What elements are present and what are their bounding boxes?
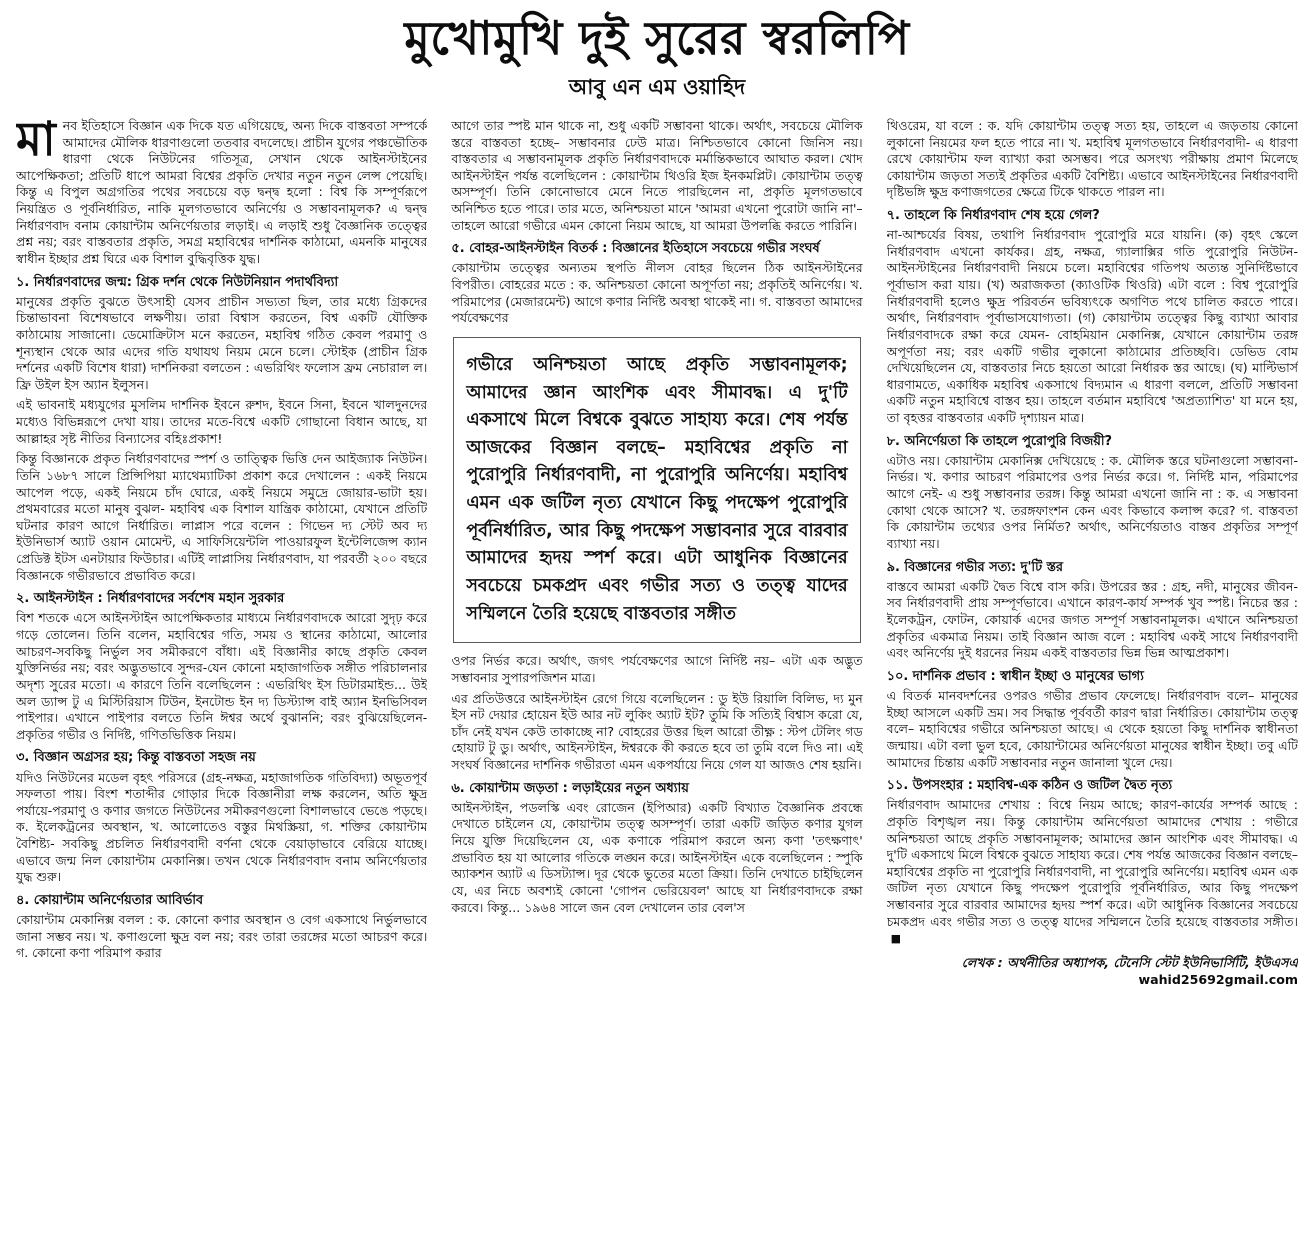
article-paragraph (887, 688, 1298, 771)
article-paragraph (887, 797, 1298, 947)
lead-paragraph (16, 118, 427, 268)
article-headline: মুখোমুখি দুই সুরের স্বরলিপি (404, 11, 910, 65)
article-paragraph (16, 294, 427, 394)
article-paragraph (16, 397, 427, 447)
section-heading: ১০. দার্শনিক প্রভাব : স্বাধীন ইচ্ছা ও মানুষের ভাগ্য (886, 668, 1144, 684)
author-email: wahid25692gmail.com (1138, 971, 1298, 987)
section-heading: ১. নির্ধারণবাদের জন্ম: গ্রিক দর্শন থেকে নিউটনিয়ান পদার্থবিদ্যা (16, 274, 339, 290)
article-paragraph-text: এই ভাবনাই মধ্যযুগের মুসলিম দার্শনিক ইবনে রুশদ, ইবনে সিনা, ইবনে খালদুনদের মধ্যেও বিভিন্নরূপে দেখা যায়। তাদের মতে-বিশ্বে একটি গোছানো বিধান আছে, যা আল্লাহর সৃষ্ট নীতির বিন্যাসের বহিঃপ্রকাশ! (16, 397, 428, 446)
author-credit (887, 955, 1298, 988)
article-paragraph (887, 118, 1298, 201)
article-paragraph-text: কোয়ান্টাম মেকানিক্স বলল : ক. কোনো কণার অবস্থান ও বেগ একসাথে নির্ভুলভাবে জানা সম্ভব নয়। খ. কণাগুলো ক্ষুদ্র বল নয়; বরং তারা তরঙ্গের মতো আচরণ করে। গ. কোনো কণা পরিমাপ করার (16, 912, 428, 961)
article-paragraph (451, 691, 862, 774)
section-heading: ৫. বোহর-আইনস্টাইন বিতর্ক : বিজ্ঞানের ইতিহাসে সবচেয়ে গভীর সংঘর্ষ (451, 241, 820, 257)
article-paragraph (451, 118, 862, 234)
article-paragraph-text: বিশ শতকে এসে আইনস্টাইন আপেক্ষিকতার মাধ্যমে নির্ধারণবাদকে আরো সুদৃঢ় করে গড়ে তোলেন। তিনি বলেন, মহাবিশ্বের গতি, সময় ও স্থানের কাঠামো, আলোর আচরণ-সবকিছু নির্ভুল সব সমীকরণে বাঁধা। এই বিজ্ঞানীর কাছে প্রকৃতি কেবল যুক্তিনির্ভর নয়; বরং অদ্ভুতভাবে সুন্দর-যেন কোনো মহাজাগতিক সঙ্গীত পরিচালনার অদৃশ্য সুরের মতো। এ কারণে তিনি বলেছিলেন : এভরিথিং ইস ডিটারমাইন্ড... উই অল ড্যান্স টু এ মিস্টিরিয়াস টিউন, ইনটোন্ড ইন দ্য ডিস্ট্যান্স বাই অ্যান ইনভিসিবল পাইপার। এখানে পাইপার বলতে তিনি ঈশ্বর অর্থে বুঝাননি; বরং বুঝিয়েছিলেন-প্রকৃতির গভীর ও নির্দিষ্ট, গণিতভিত্তিক নিয়ম। (16, 610, 428, 742)
article-end-mark: ■ (890, 932, 902, 946)
article-paragraph-text: এর প্রতিউত্তরে আইনস্টাইন রেগে গিয়ে বলেছিলেন : ডু ইউ রিয়ালি বিলিভ, দ্য মুন ইস নট দেয়ার হোয়েন ইউ আর নট লুকিং অ্যাট ইট? তুমি কি সত্যিই বিশ্বাস করো যে, চাঁদ নেই যখন কেউ তাকাচ্ছে না? বোহরের উত্তর ছিল আরো তীক্ষ্ণ : স্টপ টেলিং গড হোয়াট টু ডু। অর্থাৎ, আইনস্টাইন, ঈশ্বরকে কী করতে হবে তা তুমি বলে দিও না। এই সংঘর্ষ বিজ্ঞানের দার্শনিক গভীরতা এমন একপর্যায়ে নিয়ে গেল যা আজও শেষ হয়নি। (451, 690, 863, 773)
article-body-columns (16, 118, 1298, 1236)
article-paragraph-text: নির্ধারণবাদ আমাদের শেখায় : বিশ্বে নিয়ম আছে; কারণ-কার্যের সম্পর্ক আছে : প্রকৃতি বিশৃঙ্খল নয়। কিন্তু কোয়ান্টাম অনির্ণেয়তা আমাদের শেখায় : গভীরে অনিশ্চয়তা আছে প্রকৃতি সম্ভাবনামূলক; আমাদের জ্ঞান আংশিক এবং সীমাবদ্ধ। এ দু'টি একসাথে মিলে বিশ্বকে বুঝতে সাহায্য করে। শেষ পর্যন্ত আজকের বিজ্ঞান বলছে– মহাবিশ্বের প্রকৃতি না পুরোপুরি নির্ধারণবাদী, না পুরোপুরি অনির্ণেয়। মহাবিশ্ব এমন এক জটিল নৃত্য যেখানে কিছু পদক্ষেপ পুরোপুরি পূর্বনির্ধারিত, আর কিছু পদক্ষেপ সম্ভাবনার সুরে বারবার আমাদের হৃদয় স্পর্শ করে। এটা আধুনিক বিজ্ঞানের সবচেয়ে চমকপ্রদ এবং গভীর সত্য ও তত্ত্ব যাদের সম্মিলনে তৈরি হয়েছে বাস্তবতার সঙ্গীত। (886, 797, 1298, 929)
pull-quote: গভীরে অনিশ্চয়তা আছে প্রকৃতি সম্ভাবনামূলক; আমাদের জ্ঞান আংশিক এবং সীমাবদ্ধ। এ দু'টি একসাথে মিলে বিশ্বকে বুঝতে সাহায্য করে। শেষ পর্যন্ত আজকের বিজ্ঞান বলছে– মহাবিশ্বের প্রকৃতি না পুরোপুরি নির্ধারণবাদী, না পুরোপুরি অনির্ণেয়। মহাবিশ্ব এমন এক জটিল নৃত্য যেখানে কিছু পদক্ষেপ পুরোপুরি পূর্বনির্ধারিত, আর কিছু পদক্ষেপ সম্ভাবনার সুরে বারবার আমাদের হৃদয় স্পর্শ করে। এটা আধুনিক বিজ্ঞানের সবচেয়ে চমকপ্রদ এবং গভীর সত্য ও তত্ত্ব যাদের সম্মিলনে তৈরি হয়েছে বাস্তবতার সঙ্গীত (453, 337, 860, 643)
article-paragraph-text: থিওরেম, যা বলে : ক. যদি কোয়ান্টাম তত্ত্ব সত্য হয়, তাহলে এ জড়তায় কোনো লুকানো নিয়মের ফল হতে পারে না। খ. মহাবিশ্ব মূলগতভাবে নির্ধারণবাদী- এ ধারণা রেখে কোয়ান্টাম ফল ব্যাখ্যা করা অসম্ভব। পরে অসংখ্য পরীক্ষায় প্রমাণ মিলেছে কোয়ান্টাম জড়তা সত্যই প্রকৃতির একটি বৈশিষ্ট্য। এভাবে আইনস্টাইনের নির্ধারণবাদী দৃষ্টিভঙ্গি ক্ষুদ্র কণাজগতের ক্ষেত্রে টিকে থাকতে পারল না। (886, 117, 1298, 200)
article-paragraph (887, 453, 1298, 553)
author-credit-line: লেখক : অর্থনীতির অধ্যাপক, টেনেসি স্টেট ইউনিভার্সিটি, ইউএসএ (961, 954, 1298, 970)
section-heading: ৭. তাহলে কি নির্ধারণবাদ শেষ হয়ে গেল? (886, 208, 1100, 224)
section-heading: ৬. কোয়ান্টাম জড়তা : লড়াইয়ের নতুন অধ্যায় (451, 780, 689, 796)
article-column-3 (887, 118, 1298, 1236)
article-paragraph-text: এটাও নয়। কোয়ান্টাম মেকানিক্স দেখিয়েছে : ক. মৌলিক স্তরে ঘটনাগুলো সম্ভাবনা-নির্ভর। খ. কণার আচরণ পরিমাপের ওপর নির্ভর করে। গ. নির্দিষ্ট মান, পরিমাপের আগে নেই- এ শুধু সম্ভাবনার তরঙ্গ। কিন্তু আমরা এখনো জানি না : ক. এ সম্ভাবনা কোথা থেকে আসে? খ. তরঙ্গফাংশন কেন এবং কিভাবে কলাপ্স করে? গ. বাস্তবতা কি কোয়ান্টাম তথ্যের ওপর নির্মিত? অর্থাৎ, অনির্ণেয়তাও বাস্তব প্রকৃতির সম্পূর্ণ ব্যাখ্যা নয়। (886, 452, 1298, 551)
article-paragraph (887, 227, 1298, 427)
section-heading: ১১. উপসংহার : মহাবিশ্ব-এক কঠিন ও জটিল দ্বৈত নৃত্য (886, 778, 1173, 794)
article-paragraph-text: বাস্তবে আমরা একটি দ্বৈত বিশ্বে বাস করি। উপরের স্তর : গ্রহ, নদী, মানুষের জীবন-সব নির্ধারণবাদী প্রায় সম্পূর্ণভাবে। এখানে কারণ-কার্য সম্পর্ক খুব স্পষ্ট। নিচের স্তর : ইলেকট্রন, ফোটন, কোয়ার্ক এদের জগত সম্পূর্ণ সম্ভাবনামূলক। এখানে অনিশ্চয়তা প্রকৃতির একমাত্র নিয়ম। তাই বিজ্ঞান আজ বলে : মহাবিশ্ব একই সাথে নির্ধারণবাদী এবং অনির্ণেয় দুই ধরনের নিয়ম একই বাস্তবতার ভিন্ন ভিন্ন আত্মপ্রকাশ। (886, 578, 1298, 661)
article-paragraph (451, 653, 862, 686)
article-paragraph-text: এ বিতর্ক মানবদর্শনের ওপরও গভীর প্রভাব ফেলেছে। নির্ধারণবাদ বলে– মানুষের ইচ্ছা আসলে একটি ভ্রম। সব সিদ্ধান্ত পূর্ববর্তী কারণ দ্বারা নির্ধারিত। কোয়ান্টাম তত্ত্ব বলে– মহাবিশ্বের গভীরে অনিশ্চয়তা আছে। এ থেকে হয়তো কিছু দার্শনিক স্বাধীনতা জন্মায়। এটা বলা ভুল হবে, কোয়ান্টামের অনির্ণেয়তা মানুষের স্বাধীন ইচ্ছা। তবু এটি আমাদের চিন্তায় একটি সম্ভাবনার নতুন জানালা খুলে দেয়। (886, 688, 1298, 770)
article-column-2 (451, 118, 862, 1236)
article-paragraph (451, 260, 862, 327)
section-heading: ৩. বিজ্ঞান অগ্রসর হয়; কিন্তু বাস্তবতা সহজ নয় (16, 750, 256, 766)
article-paragraph (16, 610, 427, 743)
article-masthead (16, 12, 1298, 106)
article-paragraph (16, 912, 427, 962)
article-paragraph (16, 770, 427, 886)
article-paragraph (16, 451, 427, 584)
article-paragraph (451, 800, 862, 916)
article-paragraph-text: ওপর নির্ভর করে। অর্থাৎ, জগৎ পর্যবেক্ষণের আগে নির্দিষ্ট নয়– এটা এক অদ্ভুত সম্ভাবনার সুপারপজিশন মাত্র। (451, 653, 863, 685)
article-paragraph-text: যদিও নিউটনের মডেল বৃহৎ পরিসরে (গ্রহ-নক্ষত্র, মহাজাগতিক গতিবিদ্যা) অভূতপূর্ব সফলতা পায়। বিংশ শতাব্দীর গোড়ার দিকে বিজ্ঞানীরা লক্ষ করলেন, অতি ক্ষুদ্র পর্যায়ে-পরমাণু ও কণার জগতে নিউটনের সমীকরণগুলো বিশালভাবে ভেঙে পড়ছে। ক. ইলেকট্রনের অবস্থান, খ. আলোতেও বস্তুর মিথস্ক্রিয়া, গ. শক্তির কোয়ান্টাম বৈশিষ্ট্য- সবকিছু প্রচলিত নির্ধারণবাদী বর্ণনা থেকে বেয়াড়াভাবে বেরিয়ে যাচ্ছে। এভাবে জন্ম নিল কোয়ান্টাম মেকানিক্স। তখন থেকে নির্ধারণবাদ বনাম অনির্ণেয়তার যুদ্ধ শুরু। (16, 769, 428, 885)
section-heading: ৮. অনির্ণেয়তা কি তাহলে পুরোপুরি বিজয়ী? (886, 433, 1112, 449)
article-paragraph-text: কোয়ান্টাম তত্ত্বের অন্যতম স্থপতি নীলস বোহর ছিলেন ঠিক আইনস্টাইনের বিপরীত। বোহরের মতে : ক. অনিশ্চয়তা কোনো অপূর্ণতা নয়; প্রকৃতিই অনির্ণেয়। খ. পরিমাপের (মেজারমেন্ট) আগে কণার নির্দিষ্ট অবস্থা থাকেই না। গ. বাস্তবতা আমাদের পর্যবেক্ষণের (451, 260, 863, 326)
article-column-1 (16, 118, 427, 1236)
article-paragraph-text: আগে তার স্পষ্ট মান থাকে না, শুধু একটি সম্ভাবনা থাকে। অর্থাৎ, সবচেয়ে মৌলিক স্তরে বাস্তবতা হচ্ছে– সম্ভাবনার ঢেউ মাত্র। নিশ্চিতভাবে কোনো জিনিস নয়। বাস্তবতার এ সম্ভাবনামূলক প্রকৃতি নির্ধারণবাদকে মর্মান্তিকভাবে আঘাত করল। খোদ আইনস্টাইন পর্যন্ত বলেছিলেন : কোয়ান্টাম থিওরি ইজ ইনকমপ্লিট। কোয়ান্টাম তত্ত্ব অসম্পূর্ণ। তিনি কোনোভাবে মেনে নিতে পারছিলেন না, প্রকৃতি মূলগতভাবে অনিশ্চিত হতে পারে। তার মতে, অনিশ্চয়তা মানে 'আমরা এখনো পুরোটা জানি না'– তাহলে আরো গভীরে এমন কোনো নিয়ম আছে, যা আমরা উপলব্ধি করতে পারিনি। (451, 117, 863, 233)
section-heading: ৪. কোয়ান্টাম অনির্ণেয়তার আবির্ভাব (16, 892, 204, 908)
drop-cap: মা (16, 117, 56, 167)
article-paragraph-text: আইনস্টাইন, পডলস্কি এবং রোজেন (ইপিআর) একটি বিখ্যাত বৈজ্ঞানিক প্রবন্ধে দেখাতে চাইলেন যে, কোয়ান্টাম তত্ত্ব অসম্পূর্ণ। তারা একটি জড়িত কণার যুগল নিয়ে যুক্তি দিয়েছিলেন যে, এক কণাকে পরিমাপ করলে অন্য কণা 'তৎক্ষণাৎ' প্রভাবিত হয় যা আলোর গতিকে লঙ্ঘন করে। আইনস্টাইন একে বলেছিলেন : স্পুকি অ্যাকশন অ্যাট এ ডিসট্যান্স। দূর থেকে ভুতের মতো ক্রিয়া। তিনি দেখাতে চাইছিলেন যে, এর নিচে অবশ্যই কোনো 'গোপন ভেরিয়েবল' আছে যা নির্ধারণবাদকে রক্ষা করবে। কিন্তু... ১৯৬৪ সালে জন বেল দেখালেন তার বেল'স (451, 799, 863, 915)
article-paragraph (887, 579, 1298, 662)
lead-paragraph-text: নব ইতিহাসে বিজ্ঞান এক দিকে যত এগিয়েছে, অন্য দিকে বাস্তবতা সম্পর্কে আমাদের মৌলিক ধারণাগুলো ততবার বদলেছে। প্রাচীন যুগের পঞ্চভৌতিক ধারণা থেকে নিউটনের গতিসূত্র, সেখান থেকে আইনস্টাইনের আপেক্ষিকতা; প্রতিটি ধাপে আমরা বিশ্বের প্রকৃতি দেখার নতুন নতুন লেন্স পেয়েছি। কিন্তু এ বিপুল অগ্রগতির পথের সবচেয়ে বড় দ্বন্দ্ব হলো : বিশ্ব কি সম্পূর্ণরূপে নিয়ন্ত্রিত ও পূর্বনির্ধারিত, নাকি মূলগতভাবে অনির্ণেয় ও সম্ভাবনামূলক? এ দ্বন্দ্ব নির্ধারণবাদ বনাম কোয়ান্টাম অনির্ণেয়তার লড়াই। এ লড়াই শুধু বৈজ্ঞানিক তত্ত্বের প্রশ্ন নয়; বরং বাস্তবতার প্রকৃতি, সমগ্র মহাবিশ্বের দার্শনিক কাঠামো, এমনকি মানুষের স্বাধীন ইচ্ছার প্রশ্ন ঘিরে এক বিশাল বুদ্ধিবৃত্তিক যুদ্ধ। (16, 117, 428, 266)
article-paragraph-text: মানুষের প্রকৃতি বুঝতে উৎসাহী যেসব প্রাচীন সভ্যতা ছিল, তার মধ্যে গ্রিকদের চিন্তাভাবনা বিশেষভাবে লক্ষণীয়। তারা বিশ্বাস করতেন, বিশ্ব একটি যৌক্তিক কাঠামোয় সাজানো। ডেমোক্রিটাস মনে করতেন, মহাবিশ্ব গঠিত কেবল পরমাণু ও শূন্যস্থান থেকে আর এদের গতি যথাযথ নিয়ম মেনে চলে। স্টোইক (প্রাচীন গ্রিক দর্শনের একটি বিশেষ ধারা) দার্শনিকরা বলতেন : এভরিথিং ফলোস ফ্রম নেচারাল ল। ফ্রি উইল ইস অ্যান ইলুসন। (16, 293, 428, 392)
article-paragraph-text: না-আশ্চর্যের বিষয়, তথাপি নির্ধারণবাদ পুরোপুরি মরে যায়নি। (ক) বৃহৎ স্কেলে নির্ধারণবাদ এখনো কার্যকর। গ্রহ, নক্ষত্র, গ্যালাক্সির গতি পুরোপুরি নিউটন-আইনস্টাইনের নির্ধারণবাদী নিয়মে চলে। মহাবিশ্বের গতিপথ অত্যন্ত সুনির্দিষ্টভাবে পূর্বাভাস করা যায়। (খ) অরাজকতা (ক্যাওটিক থিওরি) এটা বলে : বিশ্ব পুরোপুরি নির্ধারণবাদী হলেও ক্ষুদ্র পরিবর্তন ভবিষ্যৎকে অগণিত পথে চালিত করতে পারে। অর্থাৎ, নির্ধারণবাদ পূর্বাভাসযোগ্যতা। (গ) কোয়ান্টাম তত্ত্বের কিছু ব্যাখ্যা আবার নির্ধারণবাদকে রক্ষা করে যেমন- বোহমিয়ান মেকানিক্স, যেখানে কোয়ান্টাম তরঙ্গ অপূর্ণতা নয়; বরং একটি গভীর লুকানো কাঠামোর প্রতিচ্ছবি। ডেভিড বোম দেখিয়েছিলেন যে, বাস্তবতার নিচে হয়তো আরো নির্ধারক স্তর আছে। (ঘ) মাল্টিভার্স ধারণামতে, একাধিক মহাবিশ্ব একসাথে বিদ্যমান এ ধারণা বললে, প্রতিটি সম্ভাবনা একটি নতুন মহাবিশ্বে বাস্তব হয়। তাহলে বর্তমান মহাবিশ্বে 'অপ্রত্যাশিত' যা মনে হয়, তা বৃহত্তর বাস্তবতার একটি দৃশ্যায়ন মাত্র। (886, 227, 1298, 426)
article-paragraph-text: কিন্তু বিজ্ঞানকে প্রকৃত নির্ধারণবাদের স্পর্শ ও তাত্ত্বিক ভিত্তি দেন আইজ্যাক নিউটন। তিনি ১৬৮৭ সালে প্রিন্সিপিয়া ম্যাথেম্যাটিকা প্রকাশ করে দেখালেন : একই নিয়মে আপেল পড়ে, একই নিয়মে চাঁদ ঘোরে, একই নিয়মে সমুদ্রে জোয়ার-ভাটা হয়। প্রথমবারের মতো মানুষ বুঝল- মহাবিশ্ব এক বিশাল যান্ত্রিক কাঠামো, যেখানে প্রতিটি ঘটনার কারণ আগে নির্ধারিত। লাপ্লাস পরে বলেন : গিভেন দ্য স্টেট অব দ্য ইউনিভার্স অ্যাট ওয়ান মোমেন্ট, এ সাফিসিয়েন্টলি পাওয়ারফুল ইন্টেলিজেন্স ক্যান প্রেডিক্ট ইটস এনটায়ার ফিউচার। এটিই লাপ্লাসিয় নির্ধারণবাদ, যা পরবর্তী ২০০ বছরে বিজ্ঞানকে গভীরভাবে প্রভাবিত করে। (16, 451, 428, 583)
section-heading: ২. আইনস্টাইন : নির্ধারণবাদের সর্বশেষ মহান সুরকার (16, 591, 285, 607)
article-byline: আবু এন এম ওয়াহিদ (568, 74, 746, 99)
section-heading: ৯. বিজ্ঞানের গভীর সত্য: দু'টি স্তর (886, 559, 1063, 575)
